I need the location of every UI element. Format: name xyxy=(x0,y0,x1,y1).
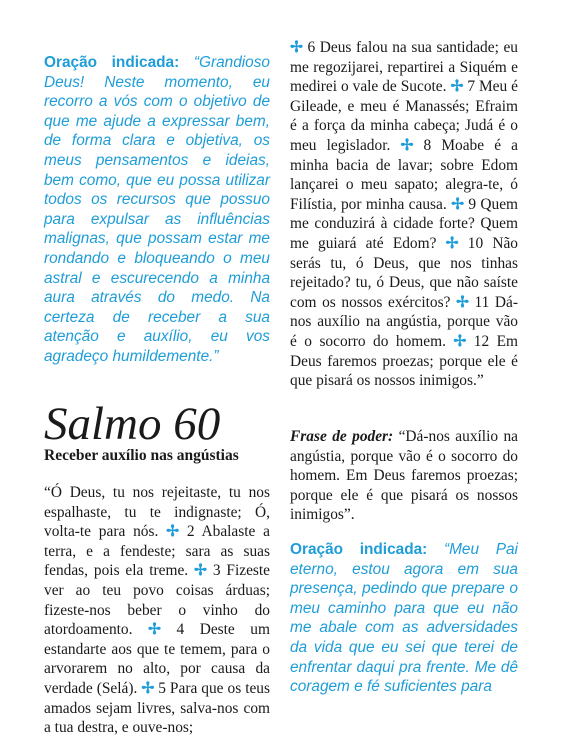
verse-mark-icon: ✢ xyxy=(194,562,207,580)
prayer-label-1: Oração indicada: xyxy=(44,54,180,71)
psalm-text-right xyxy=(290,38,518,391)
psalm-subtitle: Receber auxílio nas angústias xyxy=(44,447,239,464)
verse-mark-icon: ✢ xyxy=(445,234,459,252)
verse-6: 6 Deus falou na sua santidade; eu me regozijarei, repartirei a Siquém e medirei o vale de Sucote. xyxy=(290,39,518,96)
verse-7: 7 Meu é Gileade, e meu é Manassés; Efraim é a força da minha cabeça; Judá é o meu legislador. xyxy=(290,78,518,154)
verse-mark-icon: ✢ xyxy=(141,679,155,697)
power-phrase-text: “Dá-nos auxílio na angústia, porque vão é o socorro do homem. Em Deus faremos proezas; porque ele é que pisará os nossos inimigos”. xyxy=(290,428,518,524)
power-phrase xyxy=(290,427,518,525)
verse-mark-icon: ✢ xyxy=(453,332,467,350)
prayer-text-1: “Grandioso Deus! Neste momento, eu recorro a vós com o objetivo de que me ajude a expressar bem, de forma clara e objetiva, os meus pensamentos e ideias, bem como, que eu possa utilizar todos os recursos que possuo para expulsar as influências malignas, que possam estar me rondando e bloqueando o meu astral e escurecendo a minha aura através do medo. Na certeza de receber a sua atenção e auxílio, eu vos agradeço humildemente.” xyxy=(44,54,270,365)
verse-12: 12 Em Deus faremos proezas; porque ele é que pisará os nossos inimigos.” xyxy=(290,332,518,390)
verse-9: 9 Quem me conduzirá à cidade forte? Quem me guiará até Edom? xyxy=(290,195,518,252)
verse-4: 4 Deste um estandarte aos que te temem, para o arvorarem no alto, por causa da verdade (Selá). xyxy=(44,621,270,697)
psalm-title: Salmo 60 xyxy=(44,398,221,450)
prayer-text-2: “Meu Pai eterno, estou agora em sua presença, pedindo que prepare o meu caminho para que eu não me abale com as adversidades da vida que eu sei que terei de enfrentar daqui pra frente. Me dê coragem e fé suficientes para xyxy=(290,541,518,696)
prayer-label-2: Oração indicada: xyxy=(290,541,428,558)
verse-mark-icon: ✢ xyxy=(290,39,303,56)
verse-mark-icon: ✢ xyxy=(450,78,464,96)
verse-mark-icon: ✢ xyxy=(451,195,464,213)
verse-5: 5 Para que os teus amados sejam livres, salva-nos com a tua destra, e ouve-nos; xyxy=(44,679,270,737)
prayer-block-1 xyxy=(44,53,270,367)
verse-3: 3 Fizeste ver ao teu povo coisas árduas; fizeste-nos beber o vinho do atordoamento. xyxy=(44,562,270,639)
verse-1: “Ó Deus, tu nos rejeitaste, tu nos espalhaste, tu te indignaste; Ó, volta-te para nós. xyxy=(44,484,270,541)
prayer-block-2 xyxy=(290,540,518,697)
verse-mark-icon: ✢ xyxy=(456,293,469,311)
verse-10: 10 Não serás tu, ó Deus, que nos tinhas rejeitado? tu, ó Deus, que não saíste com os nossos exércitos? xyxy=(290,234,518,311)
power-phrase-label: Frase de poder: xyxy=(290,428,394,445)
verse-mark-icon: ✢ xyxy=(166,523,180,541)
verse-11: 11 Dá-nos auxílio na angústia, porque vão é o socorro do homem. xyxy=(290,293,518,350)
psalm-text-left xyxy=(44,483,270,738)
verse-8: 8 Moabe é a minha bacia de lavar; sobre Edom lançarei o meu sapato; alegra-te, ó Filístia, por minha causa. xyxy=(290,136,518,213)
verse-mark-icon: ✢ xyxy=(148,621,161,639)
verse-mark-icon: ✢ xyxy=(400,136,414,154)
verse-2: 2 Abalaste a terra, e a fendeste; sara as suas fendas, pois ela treme. xyxy=(44,523,270,580)
